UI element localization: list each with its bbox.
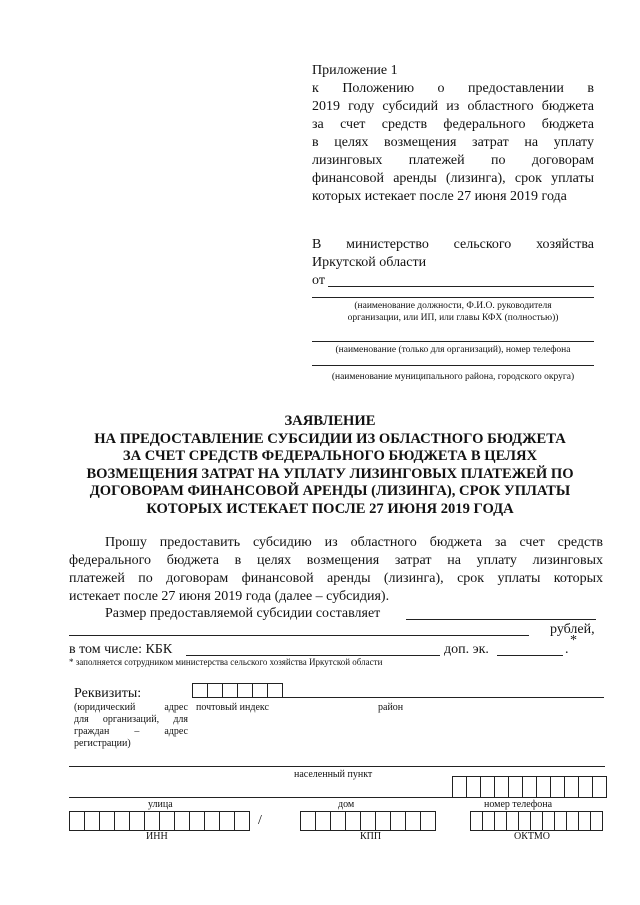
from-label: от	[312, 273, 325, 288]
application-text: Прошу предоставить субсидию из областного бюджета за счет средств федерального бюджета в целях возмещения затрат на уплату лизинговых платежей по договорам финансовой аренды (лизинга), срок уплаты которых истекает после 27 июня 2019 года (далее – субсидия).	[69, 535, 603, 604]
organization-field[interactable]	[312, 341, 594, 342]
inn-label: ИНН	[146, 831, 168, 842]
phone-cells-top[interactable]	[452, 776, 607, 798]
regulation-block	[312, 80, 594, 206]
regulation-line: 2019 году субсидий из областного бюджета	[312, 99, 594, 114]
kpp-label: КПП	[360, 831, 382, 842]
kbk-label: в том числе: КБК	[69, 642, 173, 657]
regulation-line: к Положению о предоставлении в	[312, 81, 594, 96]
requisites-note: (юридический адрес для организаций, для граждан – адрес регистрации)	[74, 702, 188, 749]
footnote: * заполняется сотрудником министерства сельского хозяйства Иркутской области	[69, 657, 383, 667]
inn-cells[interactable]	[69, 811, 250, 831]
regulation-line: за счет средств федерального бюджета	[312, 117, 594, 132]
district-field[interactable]	[192, 697, 604, 698]
dop-label: доп. эк.	[444, 642, 489, 657]
amount-field-cont[interactable]	[69, 635, 529, 636]
postal-index-label: почтовый индекс	[196, 702, 269, 713]
document-title: ЗАЯВЛЕНИЕ НА ПРЕДОСТАВЛЕНИЕ СУБСИДИИ ИЗ ОБЛАСТНОГО БЮДЖЕТА ЗА СЧЕТ СРЕДСТВ ФЕДЕРАЛЬНОГО БЮДЖЕТА В ЦЕЛЯХ ВОЗМЕЩЕНИЯ ЗАТРАТ НА УПЛАТУ ЛИЗИНГОВЫХ ПЛАТЕЖЕЙ ПО ДОГОВОРАМ ФИНАНСОВОЙ АРЕНДЫ (ЛИЗИНГА), СРОК УПЛАТЫ КОТОРЫХ ИСТЕКАЕТ ПОСЛЕ 27 ИЮНЯ 2019 ГОДА	[86, 413, 574, 517]
addressee-line: В министерство сельского хозяйства	[312, 237, 594, 252]
applicant-field[interactable]	[312, 297, 594, 298]
street-field[interactable]	[69, 797, 452, 798]
dop-suffix: .	[565, 642, 569, 657]
applicant-caption: (наименование должности, Ф.И.О. руководителя организации, или ИП, или главы КФХ (полностью))	[347, 301, 559, 323]
municipality-caption: (наименование муниципального района, городского округа)	[331, 372, 575, 382]
kpp-cells[interactable]	[300, 811, 436, 831]
locality-field[interactable]	[69, 766, 605, 767]
street-label: улица	[148, 799, 173, 810]
regulation-line: в целях возмещения затрат на уплату	[312, 135, 594, 150]
district-label: район	[378, 702, 404, 713]
organization-caption: (наименование (только для организаций), номер телефона	[335, 345, 571, 355]
rubles-label: рублей,	[550, 622, 595, 637]
oktmo-label: ОКТМО	[514, 831, 550, 842]
phone-label: номер телефона	[484, 799, 553, 810]
regulation-line: лизинговых платежей по договорам	[312, 153, 594, 168]
dop-field[interactable]	[497, 655, 563, 656]
inn-kpp-separator: /	[258, 813, 262, 828]
appendix-label: Приложение 1	[312, 63, 398, 78]
amount-field[interactable]	[406, 619, 596, 620]
asterisk-mark: *	[570, 633, 577, 648]
regulation-line: которых истекает после 27 июня 2019 года	[312, 189, 567, 204]
amount-label: Размер предоставляемой субсидии составляет	[105, 606, 381, 621]
postal-index-cells[interactable]	[192, 683, 283, 698]
from-field[interactable]	[328, 286, 594, 287]
oktmo-cells[interactable]	[470, 811, 603, 831]
municipality-field[interactable]	[312, 365, 594, 366]
regulation-line: финансовой аренды (лизинга), срок уплаты	[312, 171, 594, 186]
addressee-region: Иркутской области	[312, 255, 427, 270]
locality-label: населенный пункт	[294, 769, 373, 780]
house-label: дом	[338, 799, 355, 810]
requisites-label: Реквизиты:	[74, 686, 142, 701]
